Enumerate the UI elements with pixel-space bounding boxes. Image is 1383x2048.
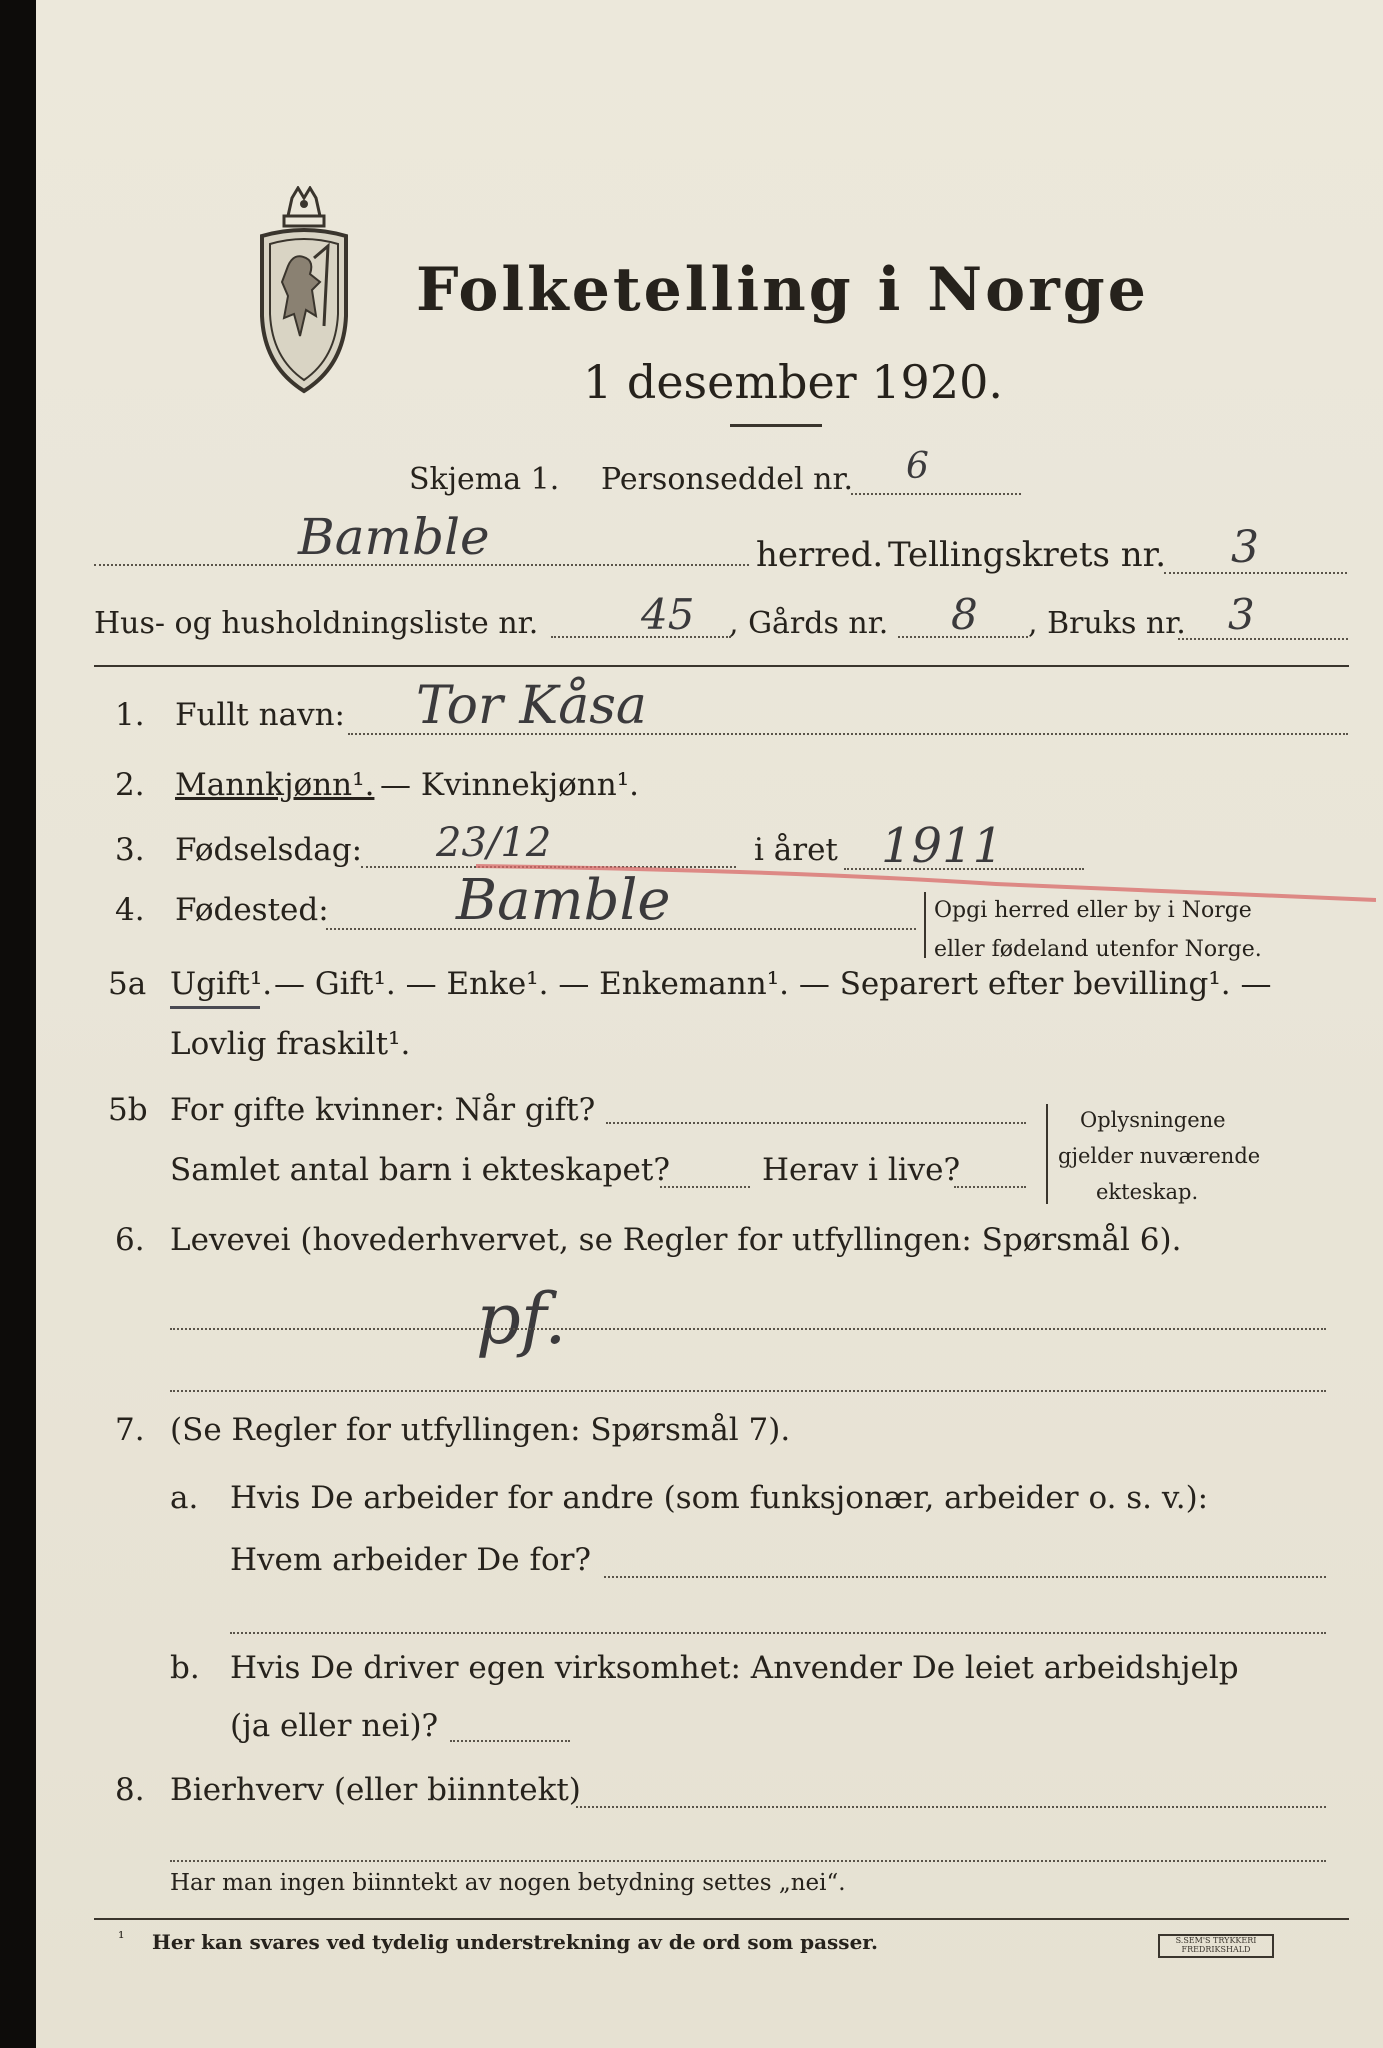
q8-line-extra [170, 1860, 1326, 1862]
q1-value: Tor Kåsa [416, 676, 647, 736]
q3-year-value: 1911 [881, 818, 1004, 874]
q7-number: 7. [115, 1412, 145, 1448]
q4-note-line2: eller fødeland utenfor Norge. [934, 937, 1262, 962]
gards-value: 8 [951, 590, 978, 639]
footnote-mark: ¹ [118, 1928, 125, 1947]
gards-label: , Gårds nr. [729, 606, 889, 641]
q6-label: Levevei (hovederhvervet, se Regler for utfyllingen: Spørsmål 6). [170, 1222, 1182, 1258]
q5b-barn-line [660, 1186, 750, 1188]
footer-divider [94, 1918, 1349, 1920]
q7a-number: a. [170, 1480, 199, 1516]
q5a-ugift-underline [170, 1006, 260, 1009]
q5b-naar-gift-line [606, 1122, 1026, 1124]
q4-note-brace [924, 892, 926, 958]
q7-label: (Se Regler for utfyllingen: Spørsmål 7). [170, 1412, 791, 1448]
q1-label: Fullt navn: [175, 697, 345, 733]
q2-number: 2. [115, 767, 145, 803]
q5b-number: 5b [108, 1092, 148, 1128]
q3-number: 3. [115, 832, 145, 868]
bruks-line [1178, 638, 1348, 640]
q4-label: Fødested: [175, 892, 329, 928]
herred-value: Bamble [298, 508, 490, 566]
tellingskrets-label: Tellingskrets nr. [888, 535, 1167, 575]
q3-value: 23/12 [436, 820, 552, 866]
q5b-note-line2: gjelder nuværende [1058, 1144, 1261, 1168]
footnote-text: Her kan svares ved tydelig understrekning av de ord som passer. [152, 1930, 878, 1954]
hus-label: Hus- og husholdningsliste nr. [94, 606, 539, 641]
q7b-line2: (ja eller nei)? [230, 1708, 439, 1744]
hus-value: 45 [641, 590, 695, 639]
q8-number: 8. [115, 1772, 145, 1808]
q7a-line-extra [230, 1632, 1326, 1634]
census-form-page [36, 0, 1383, 2048]
q7a-line [604, 1576, 1326, 1578]
header-divider [94, 665, 1349, 667]
biinntekt-note: Har man ingen biinntekt av nogen betydning settes „nei“. [170, 1870, 846, 1896]
q4-note-line1: Opgi herred eller by i Norge [934, 898, 1252, 923]
census-date: 1 desember 1920. [583, 355, 1003, 409]
q4-value: Bamble [456, 868, 671, 933]
personseddel-line [851, 493, 1021, 495]
q6-number: 6. [115, 1222, 145, 1258]
q7b-line [450, 1740, 570, 1742]
q7b-number: b. [170, 1650, 200, 1686]
q5b-note-brace [1046, 1104, 1048, 1204]
personseddel-label: Personseddel nr. [601, 462, 854, 497]
q8-label: Bierhverv (eller biinntekt) [170, 1772, 581, 1808]
q5a-number: 5a [108, 966, 147, 1002]
q3-year-label: i året [754, 832, 838, 868]
q8-line [576, 1806, 1326, 1808]
coat-of-arms-icon [254, 186, 354, 396]
q5b-ilive-line [954, 1186, 1026, 1188]
q5a-ugift: Ugift¹. [170, 966, 273, 1002]
bruks-label: , Bruks nr. [1028, 606, 1186, 641]
q5b-note-line3: ekteskap. [1096, 1180, 1199, 1204]
q5b-note-line1: Oplysningene [1080, 1108, 1226, 1132]
q5b-line2b: Herav i live? [762, 1152, 961, 1188]
q6-line1 [170, 1328, 1326, 1330]
q5a-options: — Gift¹. — Enke¹. — Enkemann¹. — Separert efter bevilling¹. — [274, 966, 1272, 1002]
q6-line2 [170, 1390, 1326, 1392]
herred-line [94, 564, 749, 566]
q2-kvinnekjonn: — Kvinnekjønn¹. [380, 767, 639, 803]
q7b-line1: Hvis De driver egen virksomhet: Anvender De leiet arbeidshjelp [230, 1650, 1239, 1686]
personseddel-value: 6 [906, 446, 929, 487]
q3-label: Fødselsdag: [175, 832, 363, 868]
herred-label: herred. [756, 535, 884, 575]
title-divider [730, 424, 822, 427]
q1-number: 1. [115, 697, 145, 733]
q5b-line1: For gifte kvinner: Når gift? [170, 1092, 596, 1128]
q6-value: pf. [476, 1278, 567, 1360]
bruks-value: 3 [1228, 590, 1255, 639]
printer-stamp: S.SEM'S TRYKKERI FREDRIKSHALD [1158, 1934, 1274, 1958]
q5b-line2a: Samlet antal barn i ekteskapet? [170, 1152, 670, 1188]
tellingskrets-value: 3 [1231, 522, 1259, 573]
q7a-line2: Hvem arbeider De for? [230, 1542, 592, 1578]
form-title: Folketelling i Norge [416, 255, 1149, 325]
q4-number: 4. [115, 892, 145, 928]
skjema-label: Skjema 1. [409, 462, 560, 497]
q2-mannkjonn: Mannkjønn¹. [175, 767, 375, 803]
q7a-line1: Hvis De arbeider for andre (som funksjonær, arbeider o. s. v.): [230, 1480, 1209, 1516]
q5a-line2: Lovlig fraskilt¹. [170, 1026, 411, 1062]
